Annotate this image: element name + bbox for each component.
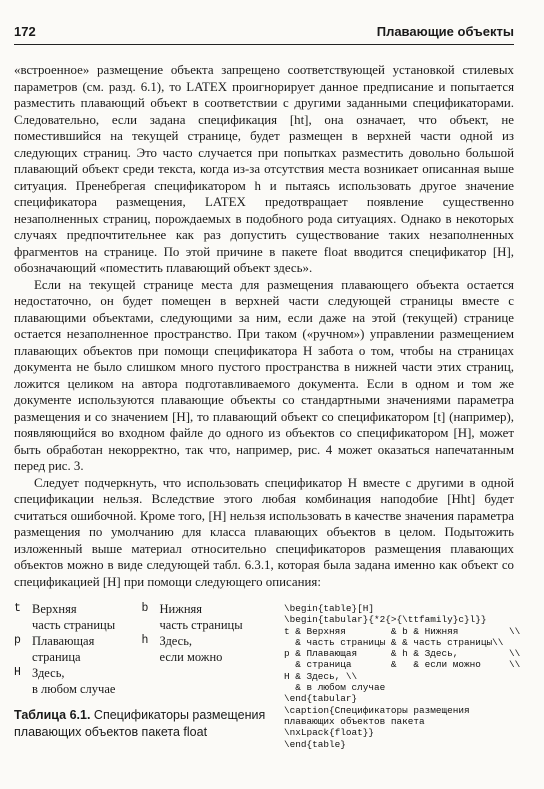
table-cell	[14, 665, 142, 697]
specifier-description: Плавающая страница	[32, 634, 95, 664]
header-rule	[14, 44, 514, 45]
table-cell	[142, 633, 270, 665]
table-row	[14, 601, 269, 633]
paragraph-3: Следует подчеркнуть, что использовать спецификатор H вместе с другими в одной спецификации нельзя. Вследствие этого любая комбинация наподобие [Hht] будет считаться ошибочной. Кроме того, [H] нельзя использовать в качестве значения параметра размещения по умолчанию для класса плавающих объектов в целом. Подытожить изложенный выше материал относительно спецификаторов размещения плавающих объектов можно в виде следующей табл. 6.3.1, которая была задана именно как объект со спецификацией [H] при помощи следующего описания:	[14, 475, 514, 589]
specifier-table	[14, 601, 269, 697]
table-row	[14, 633, 269, 665]
table-cell	[142, 601, 270, 633]
specifier-description: Здесь, в любом случае	[32, 666, 116, 696]
table-cell	[14, 601, 142, 633]
caption-label: Таблица 6.1.	[14, 708, 91, 722]
page-number: 172	[14, 24, 36, 39]
table-row	[14, 665, 269, 697]
paragraph-1: «встроенное» размещение объекта запрещено соответствующей установкой стилевых параметров (см. разд. 6.1), то LATEX проигнорирует данное предписание и попытается разместить плавающий объект в соответствии с другими заданными спецификаторами. Следовательно, если задана спецификация [ht], она означает, что объект, не поместившийся на текущей странице, будет размещен в верхней части одной из следующих страниц. Это часто случается при попытках разместить довольно большой плавающий объект среди текста, когда из-за отсутствия места возникает описанная выше ситуация. Пренебрегая спецификатором h и пытаясь использовать другое значение спецификатора размещения, LATEX предотвращает появление существенно незаполненных страниц, порождаемых в подобного рода ситуациях. Однако в некоторых случаях предпочтительнее как раз допустить существование таких незаполненных фрагментов на странице. По этой причине в пакете float вводится спецификатор [H], обозначающий «поместить плавающий объект здесь».	[14, 63, 514, 275]
table-cell	[14, 633, 142, 665]
specifier-code: b	[141, 602, 149, 615]
specifier-code: H	[14, 666, 21, 679]
code-listing: \begin{table}[H] \begin{tabular}{*2{>{\ttfamily}c}l}} t & Верхняя & b & Нижняя \\ & часть страницы & & часть страницы\\ p & Плавающая & h & Здесь, \\ & страница & & если можно \\ H & Здесь, \\ & в любом случае \end{tabular} \caption{Спецификаторы размещения плавающих объектов пакета \nxLpack{float}} \end{table}	[284, 603, 521, 750]
running-header	[14, 24, 514, 39]
specifier-description: Здесь, если можно	[159, 634, 223, 664]
caption-text: Спецификаторы размещения плавающих объектов пакета float	[14, 708, 266, 739]
specifier-code: t	[14, 602, 21, 615]
table-caption	[14, 707, 276, 741]
specifier-code: p	[14, 634, 21, 647]
section-title: Плавающие объекты	[376, 24, 514, 39]
body-text	[14, 62, 514, 590]
specifier-code: h	[141, 634, 149, 647]
specifier-description: Верхняя часть страницы	[32, 602, 116, 632]
specifier-description: Нижняя часть страницы	[159, 602, 243, 632]
paragraph-2: Если на текущей странице места для размещения плавающего объекта остается недостаточно, он будет помещен в верхней части следующей страницы вместе с плавающими объектами, следующими за ним, если даже на этой (текущей) странице остается незаполненное пространство. При таком («ручном») управлении размещением плавающих объектов при помощи спецификатора H забота о том, чтобы на страницах документа не было слишком много пустого пространства в нижней части этих страниц, ложится целиком на автора подготавливаемого документа. Если в одном и том же документе используются плавающие объекты со стандартными значениями параметра размещения и со значением [H], то плавающий объект со спецификатором [t] (например), появляющийся во входном файле до одного из объектов со спецификатором [H], может быть обработан некорректно, так что, например, рис. 4 может оказаться напечатанным перед рис. 3.	[14, 277, 514, 473]
